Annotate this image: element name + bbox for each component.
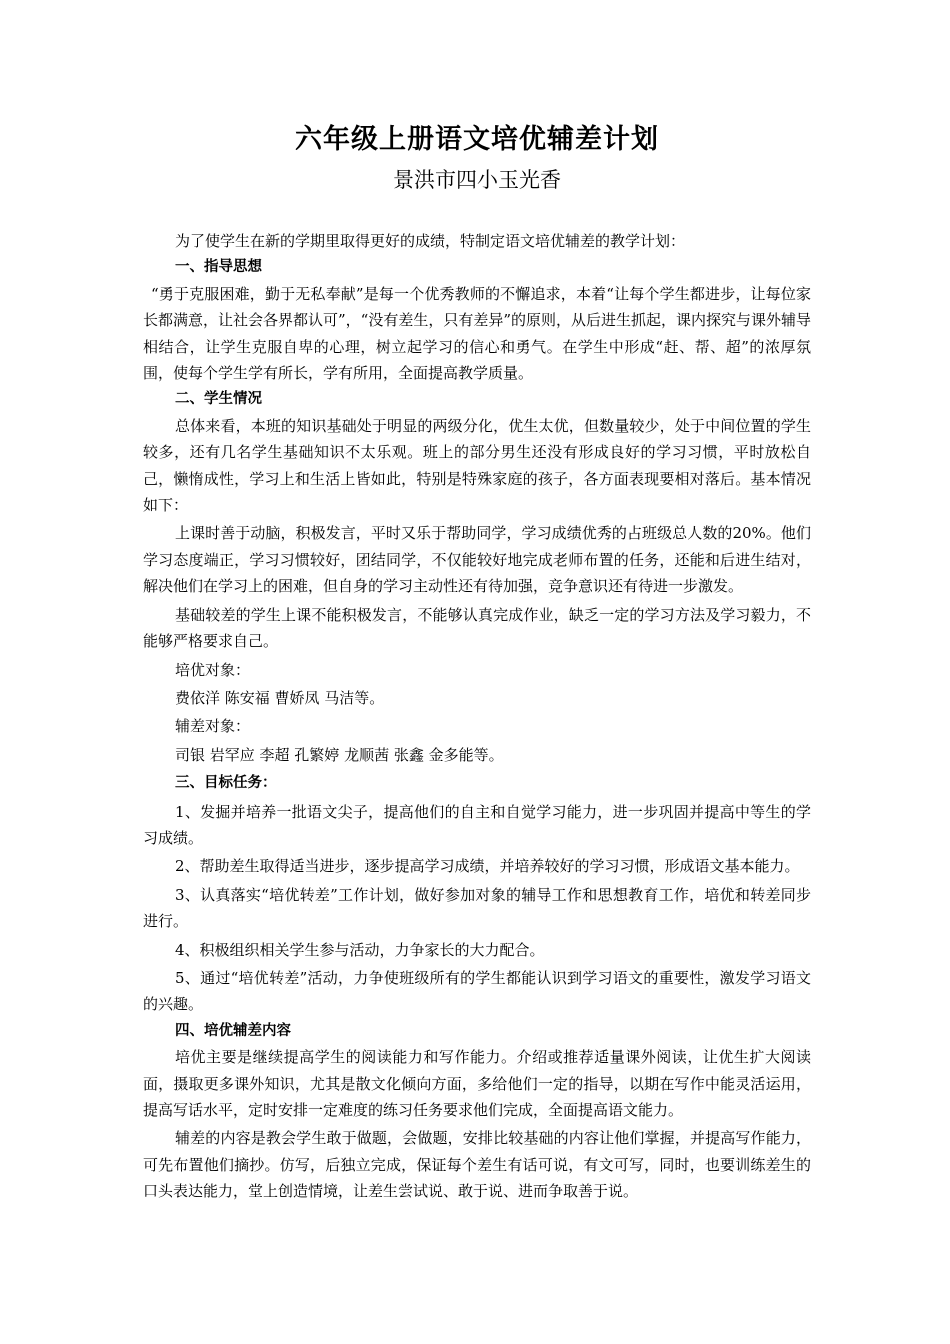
weak-students-names: 司银 岩罕应 李超 孔繁婷 龙顺茜 张鑫 金多能等。: [175, 745, 504, 764]
student-situation-paragraph-3: 基础较差的学生上课不能积极发言，不能够认真完成作业，缺乏一定的学习方法及学习毅力，不能够严格要求自己。: [143, 605, 811, 651]
content-paragraph-1: 培优主要是继续提高学生的阅读能力和写作能力。介绍或推荐适量课外阅读，让优生扩大阅读面，摄取更多课外知识，尤其是散文化倾向方面，多给他们一定的指导，以期在写作中能灵活运用，提高写话水平，定时安排一定难度的练习任务要求他们完成，全面提高语文能力。: [143, 1048, 811, 1119]
goal-item: 4、积极组织相关学生参与活动，力争家长的大力配合。: [175, 940, 545, 959]
section-heading-guiding-ideas: 一、指导思想: [175, 259, 262, 276]
goal-item: 1、发掘并培养一批语文尖子，提高他们的自主和自觉学习能力，进一步巩固并提高中等生的学习成绩。: [143, 802, 811, 847]
intro-paragraph: 为了使学生在新的学期里取得更好的成绩，特制定语文培优辅差的教学计划：: [175, 232, 686, 250]
document-author: 景洪市四小玉光香: [393, 168, 561, 192]
content-paragraph-2: 辅差的内容是教会学生敢于做题，会做题，安排比较基础的内容让他们掌握，并提高写作能力，可先布置他们摘抄。仿写，后独立完成，保证每个差生有话可说，有文可写，同时，也要训练差生的口头表达能力，堂上创造情境，让差生尝试说、敢于说、进而争取善于说。: [143, 1129, 811, 1201]
weak-students-label: 辅差对象：: [175, 717, 251, 736]
guiding-ideas-paragraph: “勇于克服困难，勤于无私奉献”是每一个优秀教师的不懈追求，本着“让每个学生都进步，让每位家长都满意，让社会各界都认可”，“没有差生，只有差异”的原则，从后进生抓起，课内探究与课外辅导相结合，让学生克服自卑的心理，树立起学习的信心和勇气。在学生中形成“赶、帮、超”的浓厚氛围，使每个学生学有所长，学有所用，全面提高教学质量。: [143, 284, 812, 383]
goal-item: 2、帮助差生取得适当进步，逐步提高学习成绩，并培养较好的学习习惯，形成语文基本能力。: [175, 857, 800, 876]
document-title: 六年级上册语文培优辅差计划: [295, 124, 659, 155]
section-heading-goals: 三、目标任务：: [175, 775, 277, 792]
top-students-label: 培优对象：: [175, 660, 251, 679]
student-situation-paragraph-1: 总体来看，本班的知识基础处于明显的两级分化，优生太优，但数量较少，处于中间位置的学生较多，还有几名学生基础知识不太乐观。班上的部分男生还没有形成良好的学习习惯，平时放松自己，懒惰成性，学习上和生活上皆如此，特别是特殊家庭的孩子，各方面表现要相对落后。基本情况如下：: [143, 416, 811, 515]
document-page: [143, 118, 811, 1205]
goal-item: 5、通过“培优转差”活动，力争使班级所有的学生都能认识到学习语文的重要性，激发学习语文的兴趣。: [143, 968, 811, 1014]
student-situation-paragraph-2: 上课时善于动脑，积极发言，平时又乐于帮助同学，学习成绩优秀的占班级总人数的20%。他们学习态度端正，学习习惯较好，团结同学，不仅能较好地完成老师布置的任务，还能和后进生结对，解决他们在学习上的困难，但自身的学习主动性还有待加强，竞争意识还有待进一步激发。: [143, 524, 811, 596]
section-heading-content: 四、培优辅差内容: [175, 1022, 291, 1039]
goal-item: 3、认真落实“培优转差”工作计划，做好参加对象的辅导工作和思想教育工作，培优和转差同步进行。: [143, 885, 811, 931]
section-heading-student-situation: 二、学生情况: [175, 391, 262, 408]
top-students-names: 费依洋 陈安福 曹娇凤 马洁等。: [175, 688, 385, 707]
